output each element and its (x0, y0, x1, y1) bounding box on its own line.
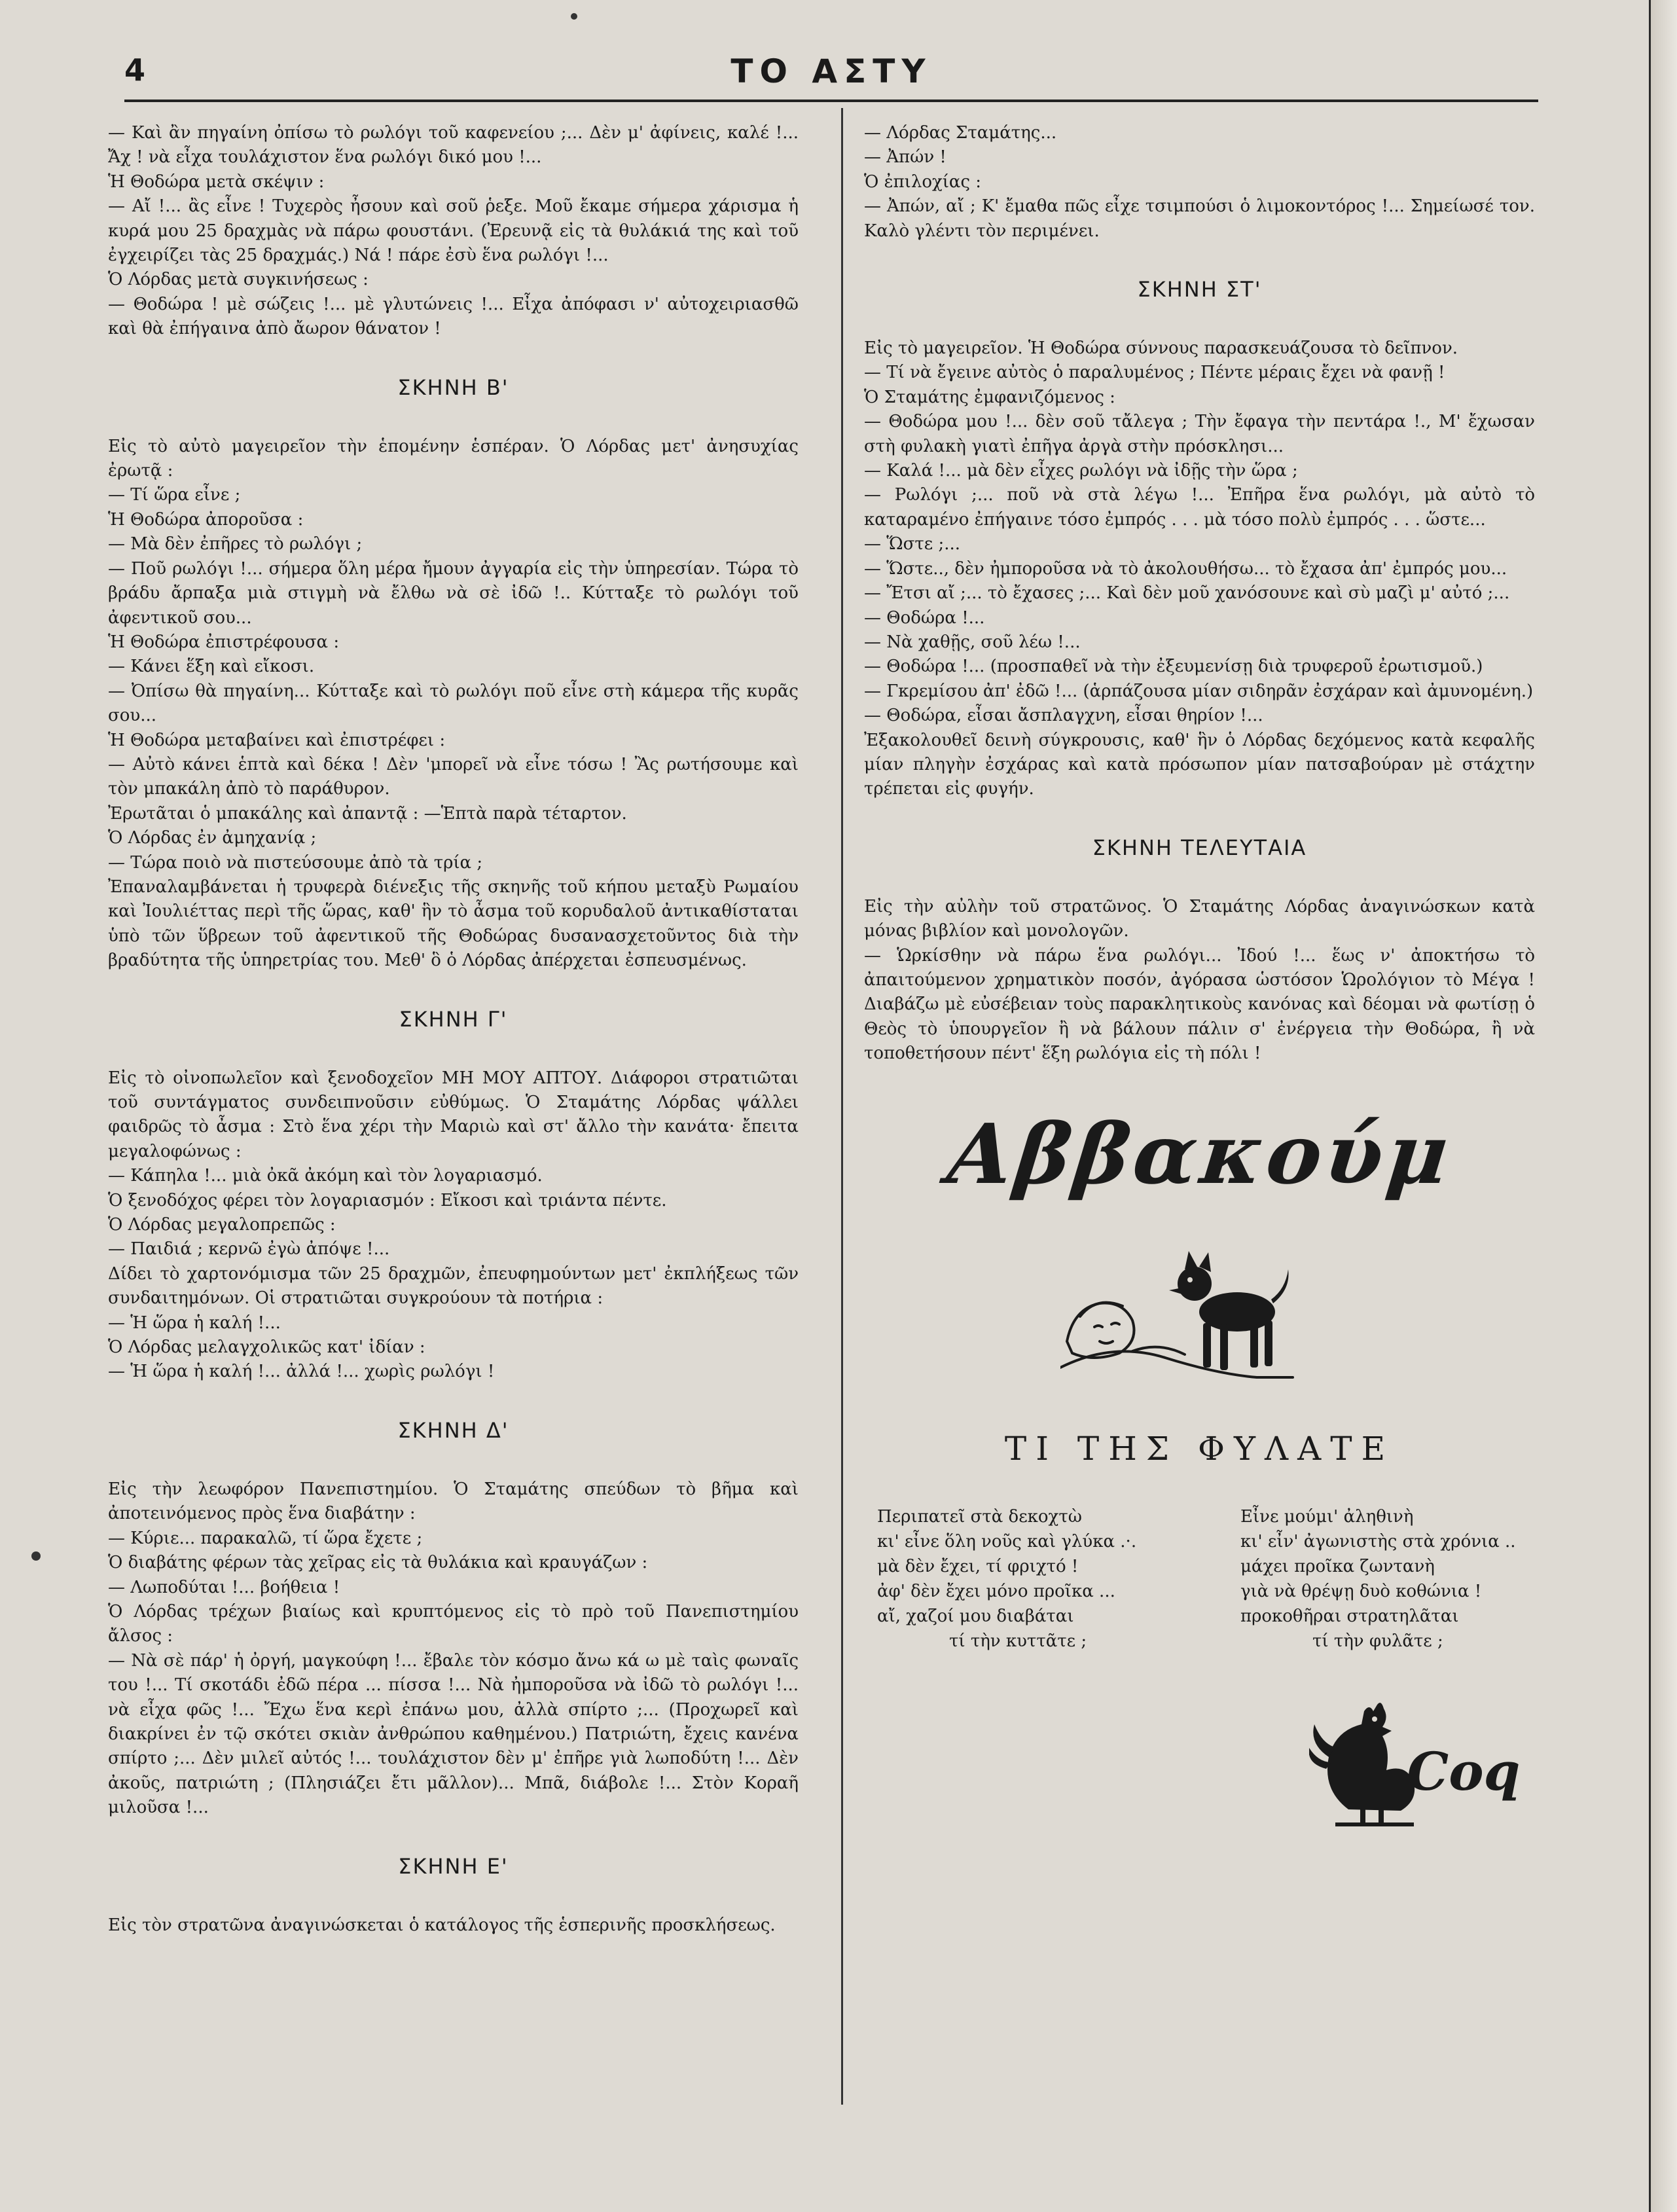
rooster-signature-text: Coq (1407, 1740, 1519, 1802)
right-intro (864, 121, 1535, 244)
paragraph: — Λόρδας Σταμάτης... (864, 123, 1057, 143)
paragraph: Ὁ Λόρδας μετὰ συγκινήσεως : (108, 270, 369, 290)
paragraph: Ἡ Θοδώρα ἐπιστρέφουσα : (108, 632, 340, 652)
paragraph: — Κάπηλα !... μιὰ ὀκᾶ ἀκόμη καὶ τὸν λογαριασμό. (108, 1166, 543, 1186)
paragraph: — Θοδώρα !... (864, 607, 985, 628)
paragraph: — Ἀπών ! (864, 147, 947, 168)
paragraph: Εἰς τὸ οἰνοπωλεῖον καὶ ξενοδοχεῖον ΜΗ ΜΟΥ ΑΠΤΟΥ. Διάφοροι στρατιῶται τοῦ συντάγματος συνδειπνοῦσιν εὐθύμως. Ὁ Σταμάτης Λόρδας ψάλλει φαιδρῶς τὸ ἆσμα : Στὸ ἕνα χέρι τὴν Μαριὼ καὶ στ' ἄλλο τὴν κανάτα· ἔπειτα μεγαλοφώνως : (108, 1068, 799, 1161)
paragraph: Εἰς τὸν στρατῶνα ἀναγινώσκεται ὁ κατάλογος τῆς ἑσπερινῆς προσκλήσεως. (108, 1915, 776, 1935)
scene-f-text (864, 336, 1535, 802)
paragraph: Ὁ Σταμάτης ἐμφανιζόμενος : (864, 387, 1115, 407)
author-signature: Αββακούμ (943, 1105, 1457, 1203)
scene-e-text (108, 1913, 799, 1938)
paragraph: — Αἴ !... ἂς εἶνε ! Τυχερὸς ἦσουν καὶ σοῦ ῥεξε. Μοῦ ἔκαμε σήμερα χάρισμα ἡ κυρά μου 25 δραχμὰς νὰ πάρω φουστάνι. (Ἐρευνᾷ εἰς τὰ θυλάκιά της καὶ τοῦ ἐγχειρίζει τὰς 25 δραχμάς.) Νά ! πάρε ἐσὺ ἕνα ρωλόγι !... (108, 196, 799, 266)
paragraph: — Ποῦ ρωλόγι !... σήμερα ὅλη μέρα ἤμουν ἀγγαρία εἰς τὴν ὑπηρεσίαν. Τώρα τὸ βράδυ ἄρπαξα μιὰ στιγμὴ νὰ ἔλθω νὰ σὲ ἰδῶ !.. Κύτταξε τὸ ρωλόγι τοῦ ἀφεντικοῦ σου... (108, 558, 799, 628)
paragraph: — Παιδιά ; κερνῶ ἐγὼ ἀπόψε !... (108, 1239, 390, 1260)
poem-line: αἴ, χαζοί μου διαβάται (877, 1606, 1074, 1626)
cartoon-dog-and-sleeper (1060, 1243, 1296, 1387)
paragraph: — Καὶ ἂν πηγαίνη ὀπίσω τὸ ρωλόγι τοῦ καφενείου ;... Δὲν μ' ἀφίνεις, καλέ !... Ἄχ ! νὰ εἶχα τουλάχιστον ἕνα ρωλόγι δικό μου !... (108, 123, 799, 168)
paragraph: Ὁ ἐπιλοχίας : (864, 172, 982, 192)
paragraph: — Λωποδύται !... βοήθεια ! (108, 1577, 340, 1597)
left-intro (108, 121, 799, 342)
paragraph: — Θοδώρα μου !... δὲν σοῦ τἄλεγα ; Τὴν ἔφαγα τὴν πεντάρα !., Μ' ἔχωσαν στὴ φυλακὴ γιατὶ ἐπῆγα ἀργὰ στὴν πρόσκλησι... (864, 412, 1535, 456)
scene-d-heading: ΣΚΗΝΗ Δ' (397, 1417, 509, 1443)
paragraph: — Καλά !... μὰ δὲν εἶχες ρωλόγι νὰ ἰδῇς τὴν ὥρα ; (864, 461, 1298, 481)
paragraph: Ἐξακολουθεῖ δεινὴ σύγκρουσις, καθ' ἣν ὁ Λόρδας δεχόμενος κατὰ κεφαλῆς μίαν πληγὴν ἐσχάρας καὶ κατὰ πρόσωπον μίαν πατσαβούραν μὲ στάχτην τρέπεται εἰς φυγήν. (864, 730, 1535, 799)
rooster-signature-logo (1309, 1685, 1519, 1829)
paragraph: — Τί νὰ ἔγεινε αὐτὸς ὁ παραλυμένος ; Πέντε μέραις ἔχει νὰ φανῇ ! (864, 363, 1445, 383)
poem-line: τί τὴν κυττᾶτε ; (949, 1631, 1087, 1651)
paragraph: — Ἔτσι αἴ ;... τὸ ἔχασες ;... Καὶ δὲν μοῦ χανόσουνε καὶ σὺ μαζὶ μ' αὐτό ;... (864, 583, 1510, 604)
poem-title: ΤΙ ΤΗΣ ΦΥΛΑΤΕ (1004, 1429, 1395, 1468)
column-divider (841, 108, 843, 2105)
paragraph: — Κάνει ἕξη καὶ εἴκοσι. (108, 657, 315, 677)
paragraph: Ὁ Λόρδας μελαγχολικῶς κατ' ἰδίαν : (108, 1337, 425, 1358)
paragraph: — Τώρα ποιὸ νὰ πιστεύσουμε ἀπὸ τὰ τρία ; (108, 852, 483, 873)
paragraph: — Νὰ χαθῇς, σοῦ λέω !... (864, 632, 1081, 652)
scene-last-heading: ΣΚΗΝΗ ΤΕΛΕΥΤΑΙΑ (1092, 835, 1307, 860)
poem-line: κι' εἶνε ὅλη νοῦς καὶ γλύκα .·. (877, 1531, 1137, 1551)
poem-line: Εἶνε μούμι' ἀληθινὴ (1240, 1506, 1414, 1527)
paragraph: — Ἡ ὥρα ἡ καλή !... ἀλλά !... χωρὶς ρωλόγι ! (108, 1362, 495, 1382)
page-spine (1649, 0, 1677, 2212)
paragraph: — Ὡρκίσθην νὰ πάρω ἕνα ρωλόγι... Ἰδού !... ἕως ν' ἀποκτήσω τὸ ἀπαιτούμενον χρηματικὸν ποσόν, ἀγόρασα ὡστόσον Ὡρολόγιον τὸ Μέγα ! Διαβάζω μὲ εὐσέβειαν τοὺς παρακλητικοὺς κανόνας καὶ δέομαι νὰ φωτίσῃ ὁ Θεὸς τὸ ὑπουργεῖον ἢ νὰ βάλουν πάλιν σ' ἐνέργεια τὴν Θοδώρα, ἢ νὰ τοποθετήσουν πέντ' ἕξη ρωλόγια εἰς τὴ πόλι ! (864, 945, 1535, 1064)
poem-stanza-right (1240, 1504, 1522, 1654)
paragraph: — Θοδώρα ! μὲ σώζεις !... μὲ γλυτώνεις !... Εἶχα ἀπόφασι ν' αὐτοχειριασθῶ καὶ θὰ ἐπήγαινα ἀπὸ ἄωρον θάνατον ! (108, 294, 799, 339)
ink-smudge (571, 13, 577, 20)
paragraph: Ἡ Θοδώρα ἀποροῦσα : (108, 509, 304, 530)
poem-line: κι' εἶν' ἀγωνιστὴς στὰ χρόνια .. (1240, 1531, 1516, 1551)
left-column (108, 121, 799, 1938)
paragraph: Ἐρωτᾶται ὁ μπακάλης καὶ ἀπαντᾷ : —Ἑπτὰ παρὰ τέταρτον. (108, 803, 627, 824)
scene-c-text (108, 1066, 799, 1385)
poem-line: Περιπατεῖ στὰ δεκοχτὼ (877, 1506, 1082, 1527)
paragraph: — Ἡ ὥρα ἡ καλή !... (108, 1313, 281, 1333)
paragraph: Εἰς τὴν λεωφόρον Πανεπιστημίου. Ὁ Σταμάτης σπεύδων τὸ βῆμα καὶ ἀποτεινόμενος πρὸς ἕνα διαβάτην : (108, 1479, 799, 1524)
page-header (124, 52, 1538, 105)
paragraph: — Νὰ σὲ πάρ' ἡ ὀργή, μαγκούφη !... ἔβαλε τὸν κόσμο ἄνω κά ω μὲ ταὶς φωναῖς του !... Τί σκοτάδι ἐδῶ πέρα ... πίσσα !... Νὰ ἠμποροῦσα νὰ ἰδῶ τὸ ρωλόγι !... νὰ εἶχα φῶς !... Ἔχω ἕνα κερὶ ἐπάνω μου, ἀλλὰ σπίρτο ;... (Προχωρεῖ καὶ διακρίνει ἐν τῷ σκότει σκιὰν ἀνθρώπου καθημένου.) Πατριώτη, ἔχεις κανένα σπίρτο ;... Δὲν μιλεῖ αὐτός !... τουλάχιστον δὲν μ' ἐπῆρε γιὰ λωποδύτη !... Δὲν ἀκοῦς, πατριώτη ; (Πλησιάζει ἔτι μᾶλλον)... Μπᾶ, διάβολε !... Στὸν Κοραῆ μιλοῦσα !... (108, 1650, 799, 1818)
paragraph: Ὁ ξενοδόχος φέρει τὸν λογαριασμόν : Εἴκοσι καὶ τριάντα πέντε. (108, 1190, 667, 1210)
scene-e-heading: ΣΚΗΝΗ Ε' (398, 1853, 509, 1879)
paragraph: Εἰς τὸ μαγειρεῖον. Ἡ Θοδώρα σύννους παρασκευάζουσα τὸ δεῖπνον. (864, 338, 1458, 359)
paragraph: — Γκρεμίσου ἀπ' ἐδῶ !... (ἁρπάζουσα μίαν σιδηρᾶν ἐσχάραν καὶ ἀμυνομένη.) (864, 681, 1534, 701)
scene-b-text (108, 435, 799, 973)
paragraph: — Ρωλόγι ;... ποῦ νὰ στὰ λέγω !... Ἐπῆρα ἕνα ρωλόγι, μὰ αὐτὸ τὸ καταραμένο ἐπήγαινε τόσο ἐμπρός . . . μὰ τόσο πολὺ ἐμπρός . . . ὥστε... (864, 485, 1535, 530)
paragraph: — Ἀπών, αἴ ; Κ' ἔμαθα πῶς εἶχε τσιμπούσι ὁ λιμοκοντόρος !... Σημείωσέ τον. Καλὸ γλέντι τὸν περιμένει. (864, 196, 1535, 241)
paragraph: — Θοδώρα, εἶσαι ἄσπλαγχνη, εἶσαι θηρίον !... (864, 706, 1263, 726)
paragraph: Ἐπαναλαμβάνεται ἡ τρυφερὰ διένεξις τῆς σκηνῆς τοῦ κήπου μεταξὺ Ρωμαίου καὶ Ἰουλιέττας περὶ τῆς ὥρας, καθ' ἣν τὸ ἆσμα τοῦ κορυδαλοῦ ἀντικαθίσταται ὑπὸ τῶν ὕβρεων τοῦ ἀφεντικοῦ τῆς Θοδώρας δυσανασχετοῦντος διὰ τὴν βραδύτητα τῆς ὑπηρετρίας του. Μεθ' ὃ ὁ Λόρδας ἀπέρχεται ἐσπευσμένως. (108, 877, 799, 971)
scene-c-heading: ΣΚΗΝΗ Γ' (399, 1006, 508, 1032)
page-number: 4 (124, 52, 146, 88)
scene-b-heading: ΣΚΗΝΗ Β' (397, 374, 509, 400)
poem-line: τί τὴν φυλᾶτε ; (1312, 1631, 1443, 1651)
scene-d-text (108, 1478, 799, 1821)
paragraph: — Μὰ δὲν ἐπῆρες τὸ ρωλόγι ; (108, 534, 363, 554)
paragraph: Ὁ Λόρδας ἐν ἀμηχανίᾳ ; (108, 828, 317, 848)
paragraph: Ἡ Θοδώρα μεταβαίνει καὶ ἐπιστρέφει : (108, 730, 446, 750)
ink-smudge (31, 1551, 41, 1561)
masthead: ΤΟ ΑΣΤΥ (730, 52, 932, 90)
paragraph: Δίδει τὸ χαρτονόμισμα τῶν 25 δραχμῶν, ἐπευφημούντων μετ' ἐκπλήξεως τῶν συνδαιτημόνων. Οἱ στρατιῶται συγκρούουν τὰ ποτήρια : (108, 1263, 799, 1309)
paragraph: — Θοδώρα !... (προσπαθεῖ νὰ τὴν ἐξευμενίσῃ διὰ τρυφεροῦ ἐρωτισμοῦ.) (864, 657, 1483, 677)
paragraph: — Ὥστε ;... (864, 534, 961, 554)
paragraph: Ἡ Θοδώρα μετὰ σκέψιν : (108, 172, 325, 192)
paragraph: — Τί ὥρα εἶνε ; (108, 485, 241, 505)
paragraph: Εἰς τὸ αὐτὸ μαγειρεῖον τὴν ἑπομένην ἑσπέραν. Ὁ Λόρδας μετ' ἀνησυχίας ἐρωτᾷ : (108, 436, 799, 481)
poem (864, 1504, 1535, 1654)
poem-stanza-left (877, 1504, 1159, 1654)
paragraph: Εἰς τὴν αὐλὴν τοῦ στρατῶνος. Ὁ Σταμάτης Λόρδας ἀναγινώσκων κατὰ μόνας βιβλίον καὶ μονολογῶν. (864, 896, 1535, 941)
header-rule (124, 100, 1538, 102)
paragraph: Ὁ Λόρδας μεγαλοπρεπῶς : (108, 1215, 336, 1235)
paragraph: — Κύριε... παρακαλῶ, τί ὥρα ἔχετε ; (108, 1528, 423, 1548)
paragraph: — Αὐτὸ κάνει ἑπτὰ καὶ δέκα ! Δὲν 'μπορεῖ νὰ εἶνε τόσω ! Ἂς ρωτήσουμε καὶ τὸν μπακάλη ἀπὸ τὸ παράθυρον. (108, 754, 799, 799)
paragraph: Ὁ Λόρδας τρέχων βιαίως καὶ κρυπτόμενος εἰς τὸ πρὸ τοῦ Πανεπιστημίου ἄλσος : (108, 1601, 799, 1646)
poem-line: γιὰ νὰ θρέψῃ δυὸ κοθώνια ! (1240, 1581, 1482, 1601)
poem-line: μὰ δὲν ἔχει, τί φριχτό ! (877, 1556, 1079, 1576)
poem-line: μάχει προῖκα ζωντανὴ (1240, 1556, 1435, 1576)
scene-last-text (864, 895, 1535, 1066)
scene-f-heading: ΣΚΗΝΗ ΣΤ' (1137, 277, 1262, 302)
poem-line: προκοθῆραι στρατηλᾶται (1240, 1606, 1459, 1626)
paragraph: — Ὥστε.., δὲν ἠμποροῦσα νὰ τὸ ἀκολουθήσω... τὸ ἔχασα ἀπ' ἐμπρός μου... (864, 558, 1507, 579)
paragraph: — Ὀπίσω θὰ πηγαίνη... Κύτταξε καὶ τὸ ρωλόγι ποῦ εἶνε στὴ κάμερα τῆς κυρᾶς σου... (108, 681, 799, 726)
right-column (864, 121, 1535, 1832)
poem-line: ἀφ' δὲν ἔχει μόνο προῖκα ... (877, 1581, 1115, 1601)
paragraph: Ὁ διαβάτης φέρων τὰς χεῖρας εἰς τὰ θυλάκια καὶ κραυγάζων : (108, 1553, 648, 1573)
